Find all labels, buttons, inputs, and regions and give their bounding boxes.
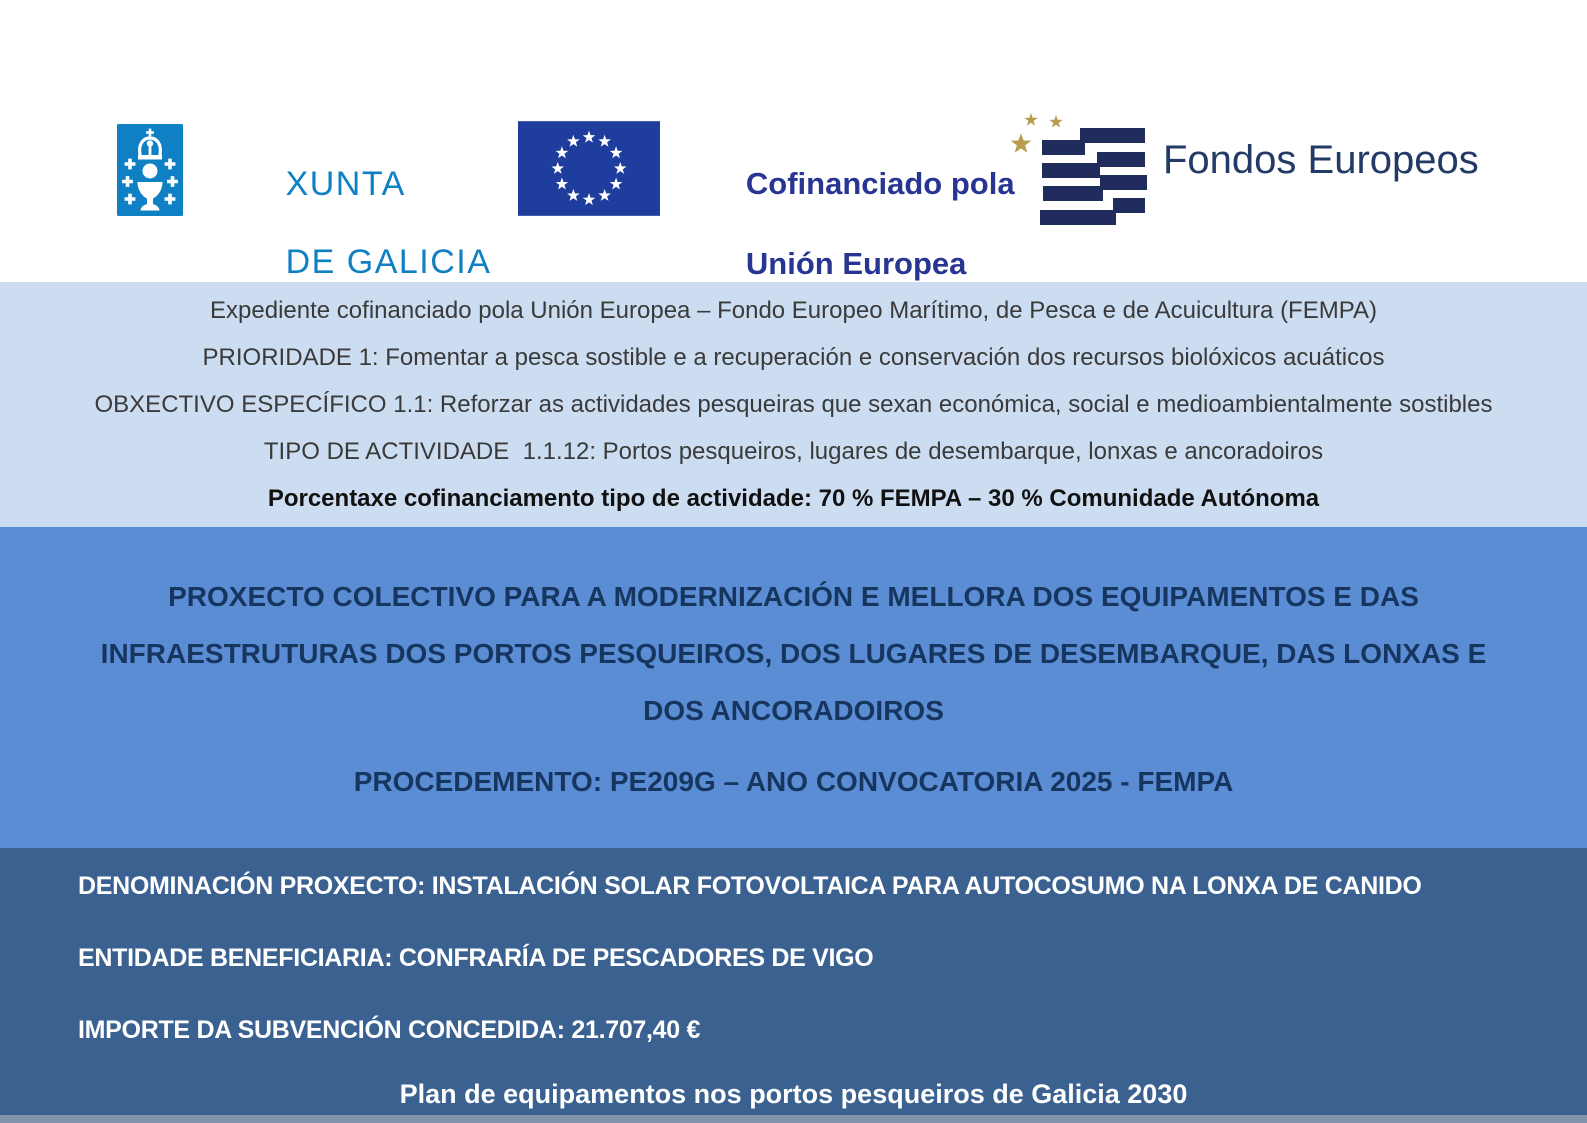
xunta-logo-line2: DE GALICIA: [285, 243, 492, 281]
procedure-line: PROCEDEMENTO: PE209G – ANO CONVOCATORIA 2025 - FEMPA: [353, 766, 1234, 797]
fondos-europeos-label: Fondos Europeos: [1163, 138, 1479, 182]
eu-cofinanced-line2: Unión Europea: [745, 246, 967, 281]
detail-beneficiary: ENTIDADE BENEFICIARIA: CONFRARÍA DE PESCADORES DE VIGO: [78, 944, 874, 972]
project-title-line1: PROXECTO COLECTIVO PARA A MODERNIZACIÓN E MELLORA DOS EQUIPAMENTOS E DAS: [168, 581, 1419, 612]
xunta-logo-text: [198, 126, 491, 321]
eu-cofinanced-line1: Cofinanciado pola: [745, 166, 1015, 201]
xunta-emblem-icon: [117, 124, 183, 216]
project-title-line3: DOS ANCORADOIROS: [643, 695, 944, 726]
detail-denomination: DENOMINACIÓN PROXECTO: INSTALACIÓN SOLAR FOTOVOLTAICA PARA AUTOCOSUMO NA LONXA DE CANIDO: [78, 872, 1422, 900]
funding-line-expediente: Expediente cofinanciado pola Unión Europea – Fondo Europeo Marítimo, de Pesca e de Acuicultura (FEMPA): [210, 297, 1377, 324]
eu-cofinanced-text: [677, 124, 1015, 324]
project-title-band: [0, 527, 1587, 848]
project-title-line2: INFRAESTRUTURAS DOS PORTOS PESQUEIROS, DOS LUGARES DE DESEMBARQUE, DAS LONXAS E: [100, 638, 1487, 669]
funding-line-cofinancing: Porcentaxe cofinanciamento tipo de actividade: 70 % FEMPA – 30 % Comunidade Autónoma: [267, 485, 1320, 512]
logo-bar: [0, 0, 1587, 282]
funding-line-prioridade: PRIORIDADE 1: Fomentar a pesca sostible e a recuperación e conservación dos recursos biolóxicos acuáticos: [202, 344, 1385, 371]
xunta-logo-line1: XUNTA: [285, 165, 406, 203]
detail-plan: Plan de equipamentos nos portos pesqueiros de Galicia 2030: [399, 1079, 1188, 1109]
funding-line-obxectivo: OBXECTIVO ESPECÍFICO 1.1: Reforzar as actividades pesqueiras que sexan económica, social e medioambientalmente sostibles: [94, 391, 1493, 418]
project-details-band: [0, 848, 1587, 1115]
funding-line-tipo-actividade: TIPO DE ACTIVIDADE 1.1.12: Portos pesqueiros, lugares de desembarque, lonxas e ancoradoiros: [263, 438, 1324, 465]
eu-flag-icon: [518, 120, 660, 217]
fondos-europeos-icon: [985, 98, 1155, 233]
detail-amount: IMPORTE DA SUBVENCIÓN CONCEDIDA: 21.707,40 €: [78, 1016, 701, 1044]
